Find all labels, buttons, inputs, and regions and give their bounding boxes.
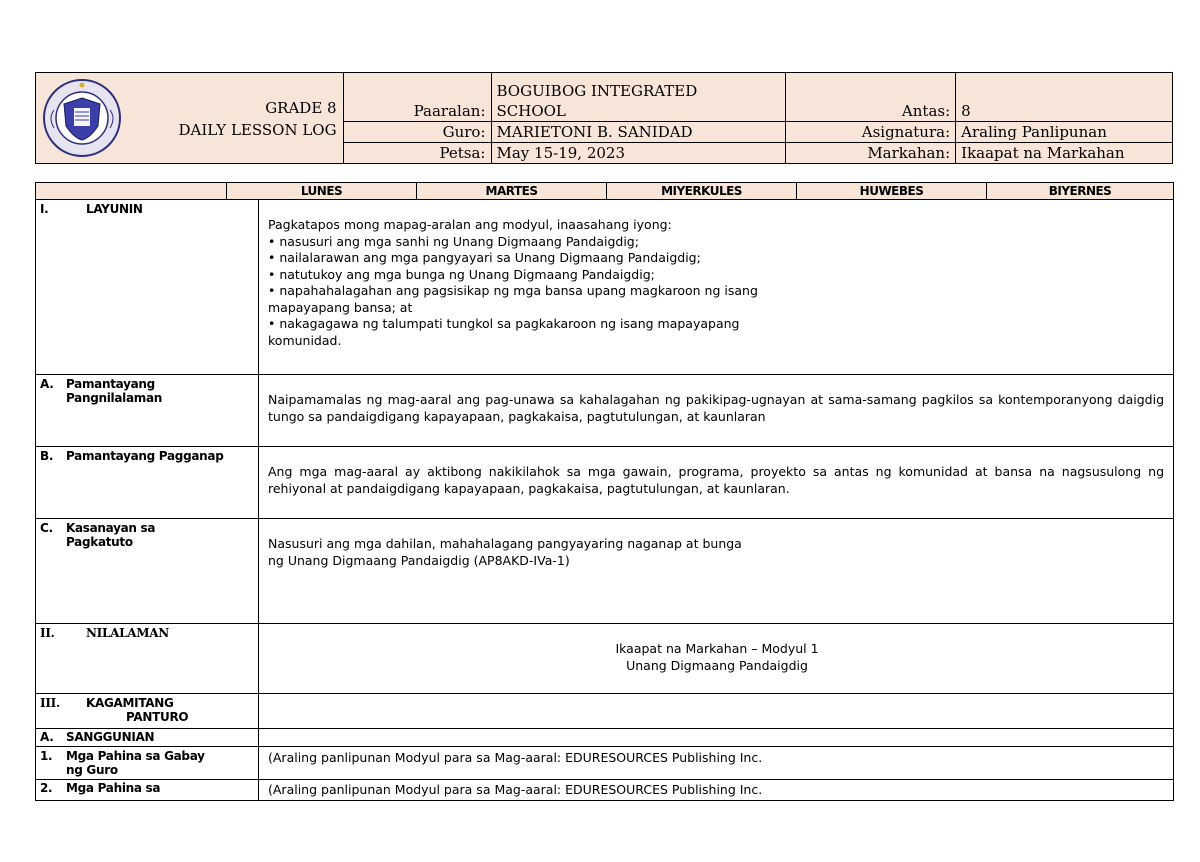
layunin-line: komunidad. — [268, 332, 342, 348]
pangnilalaman-label-1: Pamantayang — [66, 377, 155, 391]
pagganap-number: B. — [40, 449, 54, 463]
day-header-biyernes: BIYERNES — [987, 183, 1174, 200]
paaralan-value-line1: BOGUIBOG INTEGRATED — [496, 82, 698, 100]
days-header-row — [36, 183, 1174, 200]
table-row — [36, 200, 1174, 375]
corner-cell — [36, 183, 227, 200]
gabay-label-2: ng Guro — [66, 763, 118, 777]
row-label-layunin — [36, 200, 259, 375]
kasanayan-label-1: Kasanayan sa — [66, 521, 156, 535]
pagganap-label: Pamantayang Pagganap — [66, 449, 224, 463]
markahan-label: Markahan: — [786, 143, 956, 164]
row-label-pagganap — [36, 447, 259, 519]
gabay-number: 1. — [40, 749, 53, 763]
nilalaman-line-1: Ikaapat na Markahan – Modyul 1 — [615, 641, 819, 656]
row-label-kasanayan — [36, 519, 259, 624]
layunin-line: • nasusuri ang mga sanhi ng Unang Digmaang Pandaigdig; — [268, 233, 639, 249]
kagamitan-label-1: KAGAMITANG — [86, 696, 174, 710]
guro-label: Guro: — [343, 122, 491, 143]
sanggunian-number: A. — [40, 730, 54, 744]
day-header-martes: MARTES — [417, 183, 607, 200]
layunin-line: • natutukoy ang mga bunga ng Unang Digmaang Pandaigdig; — [268, 266, 655, 282]
layunin-line: mapayapang bansa; at — [268, 299, 413, 315]
paaralan-label: Paaralan: — [343, 73, 491, 122]
daily-lesson-log-title: DAILY LESSON LOG — [178, 121, 337, 139]
petsa-label: Petsa: — [343, 143, 491, 164]
kagamitan-content — [259, 694, 1174, 729]
table-row — [36, 447, 1174, 519]
paaralan-value-line2: SCHOOL — [496, 102, 566, 120]
layunin-number: I. — [40, 202, 49, 216]
table-row — [36, 375, 1174, 447]
row-label-pangnilalaman — [36, 375, 259, 447]
pangnilalaman-number: A. — [40, 377, 54, 391]
table-row — [36, 694, 1174, 729]
nilalaman-number: II. — [40, 626, 55, 640]
row-label-nilalaman — [36, 624, 259, 694]
asignatura-label: Asignatura: — [786, 122, 956, 143]
pangnilalaman-content — [259, 375, 1174, 447]
pahina-label: Mga Pahina sa — [66, 781, 161, 795]
sanggunian-label: SANGGUNIAN — [66, 730, 155, 744]
pagganap-text: Ang mga mag-aaral ay aktibong nakikilahok sa mga gawain, programa, proyekto sa antas ng komunidad at bansa na nagsusulong ng rehiyonal at pandaigdigang kapayapaan, pagkakaisa, pagtutulungan, at kaunlaran. — [268, 464, 1165, 496]
gabay-text: (Araling panlipunan Modyul para sa Mag-aaral: EDURESOURCES Publishing Inc. — [268, 750, 763, 765]
row-label-sanggunian — [36, 729, 259, 747]
table-row — [36, 519, 1174, 624]
kagamitan-number: III. — [40, 696, 60, 710]
kasanayan-line-2: ng Unang Digmaang Pandaigdig (AP8AKD-IVa-1) — [268, 552, 570, 568]
asignatura-value: Araling Panlipunan — [956, 122, 1173, 143]
gabay-label-1: Mga Pahina sa Gabay — [66, 749, 205, 763]
layunin-content — [259, 200, 1174, 375]
layunin-line: Pagkatapos mong mapag-aralan ang modyul, inaasahang iyong: — [268, 217, 672, 232]
kasanayan-content — [259, 519, 1174, 624]
table-row — [36, 747, 1174, 780]
pahina-text: (Araling panlipunan Modyul para sa Mag-aaral: EDURESOURCES Publishing Inc. — [268, 782, 763, 797]
layunin-line: • nakagagawa ng talumpati tungkol sa pagkakaroon ng isang mapayapang — [268, 316, 740, 331]
gabay-content — [259, 747, 1174, 780]
antas-label: Antas: — [786, 73, 956, 122]
pagganap-content — [259, 447, 1174, 519]
markahan-value: Ikaapat na Markahan — [956, 143, 1173, 164]
pahina-number: 2. — [40, 781, 53, 795]
petsa-value: May 15-19, 2023 — [491, 143, 786, 164]
table-row — [36, 624, 1174, 694]
layunin-line: • nailalarawan ang mga pangyayari sa Unang Digmaang Pandaigdig; — [268, 250, 701, 265]
antas-value: 8 — [956, 73, 1173, 122]
lesson-log-table — [35, 182, 1174, 801]
row-label-gabay — [36, 747, 259, 780]
table-row — [36, 729, 1174, 747]
layunin-line: • napahahalagahan ang pagsisikap ng mga bansa upang magkaroon ng isang — [268, 283, 758, 298]
row-label-kagamitan — [36, 694, 259, 729]
table-row — [36, 780, 1174, 801]
pangnilalaman-text: Naipamamalas ng mag-aaral ang pag-unawa sa kahalagahan ng pakikipag-ugnayan at sama-samang pagkilos sa kontemporanyong daigdig tungo sa pandaigdigang kapayapaan, pagkakaisa, pagtutulungan, at kaunlaran — [268, 392, 1165, 424]
nilalaman-label: NILALAMAN — [86, 626, 169, 640]
layunin-label: LAYUNIN — [86, 202, 143, 216]
deped-seal-icon — [42, 78, 122, 158]
kasanayan-label-2: Pagkatuto — [66, 535, 133, 549]
paaralan-value — [491, 73, 786, 122]
day-header-lunes: LUNES — [227, 183, 417, 200]
pangnilalaman-label-2: Pangnilalaman — [66, 391, 163, 405]
guro-value: MARIETONI B. SANIDAD — [491, 122, 786, 143]
row-label-pahina — [36, 780, 259, 801]
header-table — [35, 72, 1173, 164]
kasanayan-number: C. — [40, 521, 53, 535]
kasanayan-line-1: Nasusuri ang mga dahilan, mahahalagang pangyayaring naganap at bunga — [268, 536, 742, 551]
nilalaman-content — [259, 624, 1174, 694]
day-header-huwebes: HUWEBES — [797, 183, 987, 200]
nilalaman-line-2: Unang Digmaang Pandaigdig — [626, 657, 808, 673]
logo-grade-cell — [36, 73, 344, 164]
day-header-miyerkules: MIYERKULES — [607, 183, 797, 200]
kagamitan-label-2: PANTURO — [126, 710, 189, 724]
pahina-content — [259, 780, 1174, 801]
sanggunian-content — [259, 729, 1174, 747]
grade-label: GRADE 8 — [265, 99, 337, 117]
